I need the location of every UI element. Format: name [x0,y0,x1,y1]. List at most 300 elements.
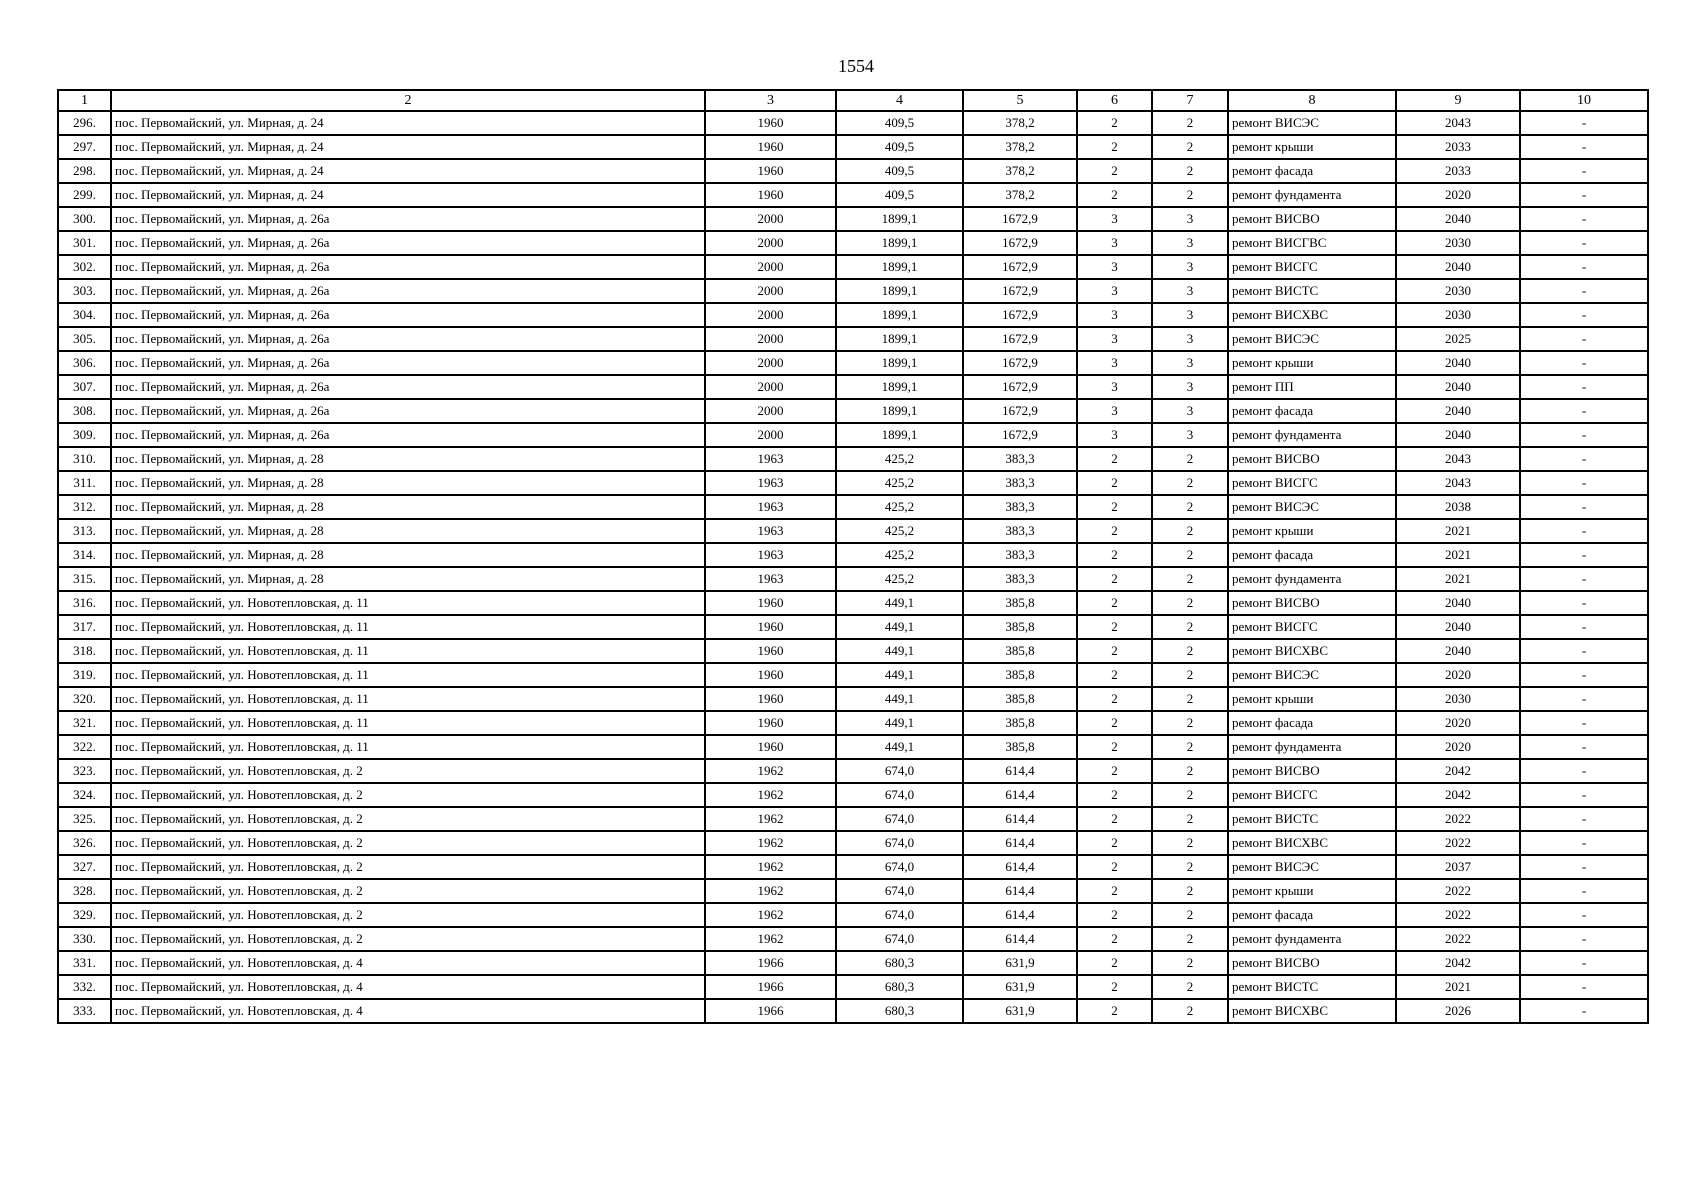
cell-note: - [1520,591,1648,615]
cell-planned-year: 2040 [1396,423,1520,447]
cell-total-area: 1899,1 [836,423,963,447]
header-cell: 2 [111,90,705,111]
cell-address: пос. Первомайский, ул. Мирная, д. 28 [111,543,705,567]
cell-note: - [1520,999,1648,1023]
cell-row-number: 310. [58,447,111,471]
table-row [58,135,1648,159]
cell-entrances: 2 [1152,663,1228,687]
cell-entrances: 2 [1152,951,1228,975]
cell-floors: 3 [1077,231,1152,255]
table-row [58,351,1648,375]
cell-living-area: 1672,9 [963,327,1077,351]
cell-note: - [1520,639,1648,663]
cell-living-area: 1672,9 [963,231,1077,255]
cell-work-type: ремонт ВИСГВС [1228,231,1396,255]
table-row [58,519,1648,543]
cell-total-area: 425,2 [836,519,963,543]
cell-row-number: 309. [58,423,111,447]
cell-address: пос. Первомайский, ул. Мирная, д. 26а [111,303,705,327]
cell-row-number: 320. [58,687,111,711]
cell-planned-year: 2043 [1396,111,1520,135]
cell-year-built: 2000 [705,327,836,351]
cell-total-area: 680,3 [836,999,963,1023]
cell-address: пос. Первомайский, ул. Мирная, д. 26а [111,231,705,255]
cell-row-number: 316. [58,591,111,615]
cell-row-number: 333. [58,999,111,1023]
cell-floors: 2 [1077,135,1152,159]
cell-year-built: 1960 [705,687,836,711]
cell-entrances: 2 [1152,519,1228,543]
cell-row-number: 306. [58,351,111,375]
cell-row-number: 312. [58,495,111,519]
cell-planned-year: 2025 [1396,327,1520,351]
cell-work-type: ремонт ВИСХВС [1228,303,1396,327]
page-number: 1554 [838,56,874,76]
table-row [58,975,1648,999]
cell-address: пос. Первомайский, ул. Мирная, д. 26а [111,207,705,231]
cell-floors: 3 [1077,399,1152,423]
cell-year-built: 1960 [705,159,836,183]
cell-entrances: 3 [1152,423,1228,447]
cell-floors: 3 [1077,303,1152,327]
table-body [58,111,1648,1023]
cell-planned-year: 2020 [1396,663,1520,687]
table-row [58,831,1648,855]
cell-row-number: 325. [58,807,111,831]
cell-year-built: 1963 [705,471,836,495]
cell-note: - [1520,207,1648,231]
cell-address: пос. Первомайский, ул. Новотепловская, д. 11 [111,639,705,663]
cell-living-area: 378,2 [963,159,1077,183]
cell-entrances: 3 [1152,255,1228,279]
cell-entrances: 2 [1152,831,1228,855]
cell-year-built: 1963 [705,447,836,471]
cell-note: - [1520,759,1648,783]
cell-floors: 2 [1077,543,1152,567]
cell-entrances: 2 [1152,975,1228,999]
cell-address: пос. Первомайский, ул. Мирная, д. 28 [111,567,705,591]
table-row [58,303,1648,327]
cell-year-built: 1960 [705,183,836,207]
cell-planned-year: 2020 [1396,711,1520,735]
cell-planned-year: 2033 [1396,159,1520,183]
cell-note: - [1520,303,1648,327]
cell-living-area: 1672,9 [963,303,1077,327]
cell-planned-year: 2040 [1396,351,1520,375]
table-row [58,207,1648,231]
cell-address: пос. Первомайский, ул. Новотепловская, д. 2 [111,855,705,879]
cell-planned-year: 2022 [1396,831,1520,855]
cell-planned-year: 2040 [1396,255,1520,279]
cell-living-area: 383,3 [963,567,1077,591]
cell-year-built: 2000 [705,399,836,423]
cell-year-built: 1962 [705,855,836,879]
cell-entrances: 2 [1152,111,1228,135]
cell-work-type: ремонт фасада [1228,399,1396,423]
cell-entrances: 3 [1152,351,1228,375]
cell-work-type: ремонт фундамента [1228,735,1396,759]
table-row [58,663,1648,687]
table-row [58,183,1648,207]
cell-entrances: 2 [1152,615,1228,639]
cell-planned-year: 2022 [1396,927,1520,951]
cell-address: пос. Первомайский, ул. Мирная, д. 26а [111,375,705,399]
cell-floors: 2 [1077,831,1152,855]
cell-note: - [1520,951,1648,975]
cell-total-area: 425,2 [836,543,963,567]
cell-planned-year: 2020 [1396,183,1520,207]
cell-living-area: 385,8 [963,663,1077,687]
cell-floors: 2 [1077,639,1152,663]
cell-work-type: ремонт ВИСВО [1228,759,1396,783]
cell-planned-year: 2043 [1396,471,1520,495]
cell-address: пос. Первомайский, ул. Новотепловская, д. 2 [111,759,705,783]
cell-living-area: 614,4 [963,783,1077,807]
table-row [58,783,1648,807]
cell-address: пос. Первомайский, ул. Новотепловская, д. 2 [111,879,705,903]
cell-living-area: 385,8 [963,615,1077,639]
cell-work-type: ремонт фасада [1228,159,1396,183]
cell-year-built: 1960 [705,663,836,687]
table-row [58,495,1648,519]
cell-address: пос. Первомайский, ул. Мирная, д. 24 [111,183,705,207]
cell-row-number: 302. [58,255,111,279]
cell-planned-year: 2042 [1396,783,1520,807]
cell-planned-year: 2033 [1396,135,1520,159]
cell-work-type: ремонт ВИСГС [1228,471,1396,495]
cell-floors: 2 [1077,759,1152,783]
cell-floors: 2 [1077,495,1152,519]
cell-total-area: 1899,1 [836,231,963,255]
cell-note: - [1520,159,1648,183]
cell-total-area: 680,3 [836,975,963,999]
cell-row-number: 315. [58,567,111,591]
cell-note: - [1520,279,1648,303]
cell-year-built: 1960 [705,135,836,159]
cell-work-type: ремонт фундамента [1228,927,1396,951]
cell-planned-year: 2020 [1396,735,1520,759]
table-row [58,999,1648,1023]
cell-address: пос. Первомайский, ул. Мирная, д. 26а [111,423,705,447]
cell-living-area: 631,9 [963,999,1077,1023]
cell-living-area: 631,9 [963,975,1077,999]
table-row [58,759,1648,783]
cell-work-type: ремонт крыши [1228,879,1396,903]
cell-planned-year: 2038 [1396,495,1520,519]
cell-row-number: 329. [58,903,111,927]
cell-entrances: 2 [1152,687,1228,711]
cell-entrances: 2 [1152,807,1228,831]
cell-living-area: 383,3 [963,543,1077,567]
cell-total-area: 1899,1 [836,303,963,327]
cell-note: - [1520,447,1648,471]
cell-address: пос. Первомайский, ул. Новотепловская, д. 2 [111,783,705,807]
cell-entrances: 2 [1152,783,1228,807]
cell-work-type: ремонт крыши [1228,351,1396,375]
cell-address: пос. Первомайский, ул. Мирная, д. 28 [111,471,705,495]
cell-total-area: 674,0 [836,759,963,783]
cell-year-built: 1960 [705,639,836,663]
cell-row-number: 304. [58,303,111,327]
cell-floors: 3 [1077,351,1152,375]
cell-year-built: 1962 [705,759,836,783]
cell-address: пос. Первомайский, ул. Новотепловская, д. 11 [111,591,705,615]
cell-entrances: 2 [1152,183,1228,207]
table-row [58,615,1648,639]
cell-row-number: 308. [58,399,111,423]
cell-floors: 2 [1077,783,1152,807]
header-cell: 4 [836,90,963,111]
cell-work-type: ремонт ВИСЭС [1228,855,1396,879]
cell-total-area: 425,2 [836,471,963,495]
cell-living-area: 385,8 [963,735,1077,759]
table-row [58,375,1648,399]
cell-address: пос. Первомайский, ул. Новотепловская, д. 2 [111,927,705,951]
cell-entrances: 3 [1152,327,1228,351]
cell-row-number: 322. [58,735,111,759]
cell-floors: 3 [1077,279,1152,303]
cell-work-type: ремонт ВИСХВС [1228,639,1396,663]
cell-address: пос. Первомайский, ул. Мирная, д. 26а [111,279,705,303]
cell-planned-year: 2040 [1396,615,1520,639]
cell-address: пос. Первомайский, ул. Мирная, д. 26а [111,399,705,423]
cell-planned-year: 2040 [1396,591,1520,615]
cell-row-number: 301. [58,231,111,255]
cell-floors: 3 [1077,375,1152,399]
cell-total-area: 1899,1 [836,375,963,399]
cell-work-type: ремонт ВИСВО [1228,447,1396,471]
cell-floors: 2 [1077,471,1152,495]
cell-year-built: 1962 [705,927,836,951]
cell-living-area: 378,2 [963,183,1077,207]
cell-entrances: 3 [1152,399,1228,423]
cell-row-number: 318. [58,639,111,663]
cell-living-area: 614,4 [963,879,1077,903]
cell-year-built: 1962 [705,807,836,831]
cell-address: пос. Первомайский, ул. Новотепловская, д. 11 [111,735,705,759]
cell-year-built: 1960 [705,111,836,135]
cell-note: - [1520,855,1648,879]
cell-planned-year: 2021 [1396,543,1520,567]
cell-address: пос. Первомайский, ул. Новотепловская, д. 11 [111,663,705,687]
cell-row-number: 323. [58,759,111,783]
cell-address: пос. Первомайский, ул. Новотепловская, д. 2 [111,903,705,927]
cell-living-area: 1672,9 [963,351,1077,375]
cell-row-number: 305. [58,327,111,351]
cell-year-built: 2000 [705,351,836,375]
cell-year-built: 1960 [705,711,836,735]
cell-floors: 2 [1077,159,1152,183]
cell-row-number: 298. [58,159,111,183]
cell-note: - [1520,495,1648,519]
cell-total-area: 449,1 [836,711,963,735]
cell-address: пос. Первомайский, ул. Мирная, д. 26а [111,351,705,375]
capital-repair-table [57,89,1649,1024]
cell-living-area: 1672,9 [963,375,1077,399]
table-row [58,279,1648,303]
table-row [58,447,1648,471]
cell-year-built: 1963 [705,567,836,591]
cell-address: пос. Первомайский, ул. Новотепловская, д. 11 [111,711,705,735]
cell-living-area: 378,2 [963,135,1077,159]
cell-work-type: ремонт ВИСЭС [1228,495,1396,519]
cell-work-type: ремонт ВИСТС [1228,807,1396,831]
cell-entrances: 2 [1152,495,1228,519]
header-cell: 1 [58,90,111,111]
cell-living-area: 378,2 [963,111,1077,135]
cell-address: пос. Первомайский, ул. Мирная, д. 28 [111,447,705,471]
cell-work-type: ремонт ВИСВО [1228,207,1396,231]
cell-total-area: 449,1 [836,591,963,615]
table-row [58,879,1648,903]
cell-year-built: 1960 [705,591,836,615]
cell-living-area: 614,4 [963,759,1077,783]
cell-note: - [1520,399,1648,423]
cell-note: - [1520,183,1648,207]
cell-note: - [1520,135,1648,159]
cell-total-area: 1899,1 [836,327,963,351]
cell-total-area: 674,0 [836,783,963,807]
cell-note: - [1520,543,1648,567]
cell-address: пос. Первомайский, ул. Новотепловская, д. 4 [111,951,705,975]
cell-note: - [1520,111,1648,135]
cell-floors: 2 [1077,711,1152,735]
cell-work-type: ремонт ВИСХВС [1228,831,1396,855]
cell-row-number: 324. [58,783,111,807]
cell-entrances: 2 [1152,903,1228,927]
cell-total-area: 449,1 [836,615,963,639]
cell-entrances: 2 [1152,135,1228,159]
cell-address: пос. Первомайский, ул. Мирная, д. 24 [111,111,705,135]
cell-entrances: 2 [1152,639,1228,663]
cell-living-area: 614,4 [963,927,1077,951]
cell-note: - [1520,807,1648,831]
cell-planned-year: 2021 [1396,519,1520,543]
table-row [58,567,1648,591]
table-row [58,111,1648,135]
cell-living-area: 614,4 [963,831,1077,855]
cell-work-type: ремонт ВИСЭС [1228,111,1396,135]
cell-total-area: 674,0 [836,807,963,831]
cell-work-type: ремонт ВИСЭС [1228,663,1396,687]
cell-work-type: ремонт ВИСВО [1228,951,1396,975]
header-row [58,90,1648,111]
cell-row-number: 297. [58,135,111,159]
table-row [58,903,1648,927]
cell-entrances: 2 [1152,543,1228,567]
table-row [58,471,1648,495]
cell-entrances: 3 [1152,279,1228,303]
cell-planned-year: 2022 [1396,807,1520,831]
cell-planned-year: 2042 [1396,951,1520,975]
cell-living-area: 1672,9 [963,255,1077,279]
cell-living-area: 1672,9 [963,207,1077,231]
cell-row-number: 319. [58,663,111,687]
cell-address: пос. Первомайский, ул. Мирная, д. 28 [111,495,705,519]
cell-total-area: 409,5 [836,183,963,207]
cell-living-area: 1672,9 [963,423,1077,447]
cell-address: пос. Первомайский, ул. Мирная, д. 24 [111,135,705,159]
cell-floors: 2 [1077,111,1152,135]
cell-total-area: 409,5 [836,159,963,183]
cell-living-area: 383,3 [963,495,1077,519]
cell-living-area: 383,3 [963,519,1077,543]
cell-total-area: 425,2 [836,567,963,591]
cell-work-type: ремонт крыши [1228,519,1396,543]
cell-planned-year: 2022 [1396,879,1520,903]
cell-year-built: 1962 [705,783,836,807]
table-row [58,711,1648,735]
cell-note: - [1520,567,1648,591]
table-row [58,687,1648,711]
cell-floors: 3 [1077,255,1152,279]
header-cell: 3 [705,90,836,111]
cell-planned-year: 2022 [1396,903,1520,927]
cell-floors: 2 [1077,927,1152,951]
cell-note: - [1520,327,1648,351]
cell-year-built: 2000 [705,279,836,303]
cell-address: пос. Первомайский, ул. Мирная, д. 26а [111,327,705,351]
cell-row-number: 328. [58,879,111,903]
table-row [58,927,1648,951]
cell-entrances: 3 [1152,207,1228,231]
cell-total-area: 425,2 [836,447,963,471]
cell-living-area: 385,8 [963,639,1077,663]
cell-year-built: 2000 [705,255,836,279]
table-row [58,543,1648,567]
cell-year-built: 1966 [705,951,836,975]
cell-year-built: 2000 [705,423,836,447]
table-row [58,231,1648,255]
cell-year-built: 1960 [705,735,836,759]
cell-work-type: ремонт фасада [1228,903,1396,927]
cell-living-area: 385,8 [963,687,1077,711]
cell-work-type: ремонт ВИСТС [1228,975,1396,999]
cell-address: пос. Первомайский, ул. Мирная, д. 26а [111,255,705,279]
cell-year-built: 2000 [705,231,836,255]
cell-planned-year: 2040 [1396,207,1520,231]
cell-work-type: ремонт ВИСГС [1228,615,1396,639]
cell-note: - [1520,879,1648,903]
cell-entrances: 2 [1152,567,1228,591]
cell-living-area: 614,4 [963,855,1077,879]
table-row [58,951,1648,975]
cell-row-number: 303. [58,279,111,303]
cell-entrances: 2 [1152,447,1228,471]
cell-address: пос. Первомайский, ул. Новотепловская, д. 2 [111,831,705,855]
cell-living-area: 385,8 [963,591,1077,615]
cell-work-type: ремонт крыши [1228,687,1396,711]
cell-note: - [1520,711,1648,735]
cell-note: - [1520,735,1648,759]
cell-entrances: 2 [1152,711,1228,735]
cell-note: - [1520,471,1648,495]
cell-year-built: 2000 [705,207,836,231]
table-row [58,591,1648,615]
cell-row-number: 327. [58,855,111,879]
cell-floors: 2 [1077,615,1152,639]
cell-year-built: 2000 [705,303,836,327]
cell-entrances: 2 [1152,759,1228,783]
header-cell: 6 [1077,90,1152,111]
cell-total-area: 1899,1 [836,351,963,375]
cell-entrances: 3 [1152,375,1228,399]
cell-floors: 3 [1077,207,1152,231]
cell-address: пос. Первомайский, ул. Мирная, д. 28 [111,519,705,543]
cell-entrances: 2 [1152,999,1228,1023]
header-cell: 5 [963,90,1077,111]
cell-entrances: 2 [1152,159,1228,183]
